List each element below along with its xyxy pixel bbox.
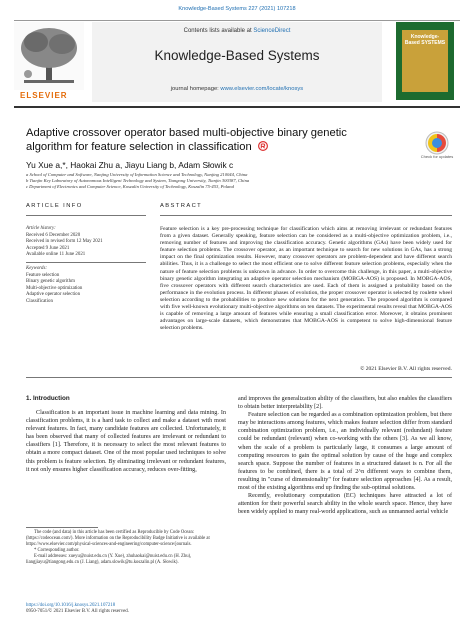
abstract-text: Feature selection is a key pre-processing technique for classification which aims at removing irrelevant or redundant features from a given dataset. Generally speaking, feature selection can be considered as a multi-objective optimization problem, i.e., removing number of features and improving the classification accuracy. Genetic algorithms (GAs) have been widely used for feature selection problems. The crossover operator, as an important technique to search for new solutions in GAs, has a strong impact on the final optimization results. However, many crossover operators are problem-dependent and have different search abilities. Thus, it is a challenge to select the most efficient one to solve different feature selection problems, especially when the nature of feature selection problems is unknown in advance. In order to overcome this challenge, in this paper, a multi-objective binary genetic algorithm integrating an adaptive operator selection mechanism (MOBGA-AOS) is proposed. In MOBGA-AOS, five crossover operators with different search characteristics are used. Each of them is assigned a probability based on the performance in the evolution process. In different phases of evolution, the proper crossover operator is selected by roulette wheel selection according to the probabilities to produce new solutions for the next generation. The proposed algorithm is compared with five well-known evolutionary multi-objective algorithms on ten datasets. The experimental results reveal that MOBGA-AOS is capable of removing a large amount of features while ensuring a small classification error. Moreover, it obtains prominent advantages on large-scale datasets, which demonstrates that MOBGA-AOS is competent to solve high-dimensional feature selection problems. bbox=[160, 226, 452, 332]
keyword-item: Adaptive operator selection bbox=[26, 292, 81, 297]
affiliation-b: b Tianjin Key Laboratory of Autonomous Intelligent Technology and System, Tiangong University, Tianjin 300387, China bbox=[26, 178, 250, 183]
affiliation-c: c Department of Electronics and Computer Science, Koszalin University of Technology, Koszalin 75-453, Poland bbox=[26, 184, 234, 189]
intro-right-column bbox=[238, 395, 452, 516]
intro-paragraph-3: Recently, evolutionary computation (EC) techniques have attracted a lot of attention for their powerful search ability in the whole search space. Hence, they have been widely applied to many real-world applications, such as unmanned aerial vehicle bbox=[238, 493, 452, 516]
intro-paragraph-1: Classification is an important issue in machine learning and data mining. In classification problems, it is a hard task to collect and make a dataset with most relevant features. In fact, many candidate features are collected. Unfortunately, it has been observed that many of collected features are irrelevant or redundant to classifiers [1]. Therefore, it is necessary to select the most relevant features to obtain a more compact dataset. One of the most popular used techniques to solve this problem is feature selection. By eliminating irrelevant or redundant features, it not only ensures higher classification accuracy, reduces over-fitting, bbox=[26, 410, 226, 473]
keywords-rule bbox=[26, 262, 146, 263]
abstract-rule bbox=[160, 215, 452, 216]
journal-reference[interactable]: Knowledge-Based Systems 227 (2021) 107218 bbox=[178, 6, 296, 12]
doi-block bbox=[26, 603, 129, 616]
keyword-item: Feature selection bbox=[26, 272, 60, 278]
crossmark-label[interactable]: Check for updates bbox=[420, 154, 454, 159]
affiliation-a: a School of Computer and Software, Nanjing University of Information Science and Technology, Nanjing 210044, China bbox=[26, 172, 248, 177]
keyword-item: Binary genetic algorithm bbox=[26, 279, 75, 284]
history-label: Article history: bbox=[26, 226, 56, 231]
section-heading-introduction: 1. Introduction bbox=[26, 395, 70, 402]
abstract-copyright: © 2021 Elsevier B.V. All rights reserved. bbox=[360, 366, 452, 372]
history-accepted: Accepted 9 June 2021 bbox=[26, 245, 70, 251]
contents-prefix: Contents lists available at bbox=[183, 28, 254, 34]
history-received: Received 6 December 2020 bbox=[26, 232, 81, 238]
keyword-item: Multi-objective optimization bbox=[26, 285, 83, 291]
article-title bbox=[26, 126, 396, 154]
author-list: Yu Xue a,*, Haokai Zhu a, Jiayu Liang b, Adam Słowik c bbox=[26, 160, 234, 170]
code-ocean-badge-icon[interactable] bbox=[258, 141, 268, 151]
issn-line: 0950-7051/© 2021 Elsevier B.V. All rights reserved. bbox=[26, 609, 129, 615]
keywords-block bbox=[26, 266, 146, 305]
keywords-label: Keywords: bbox=[26, 266, 48, 271]
doi-link[interactable]: https://doi.org/10.1016/j.knosys.2021.107218 bbox=[26, 603, 116, 608]
abstract-heading: ABSTRACT bbox=[160, 203, 203, 209]
keyword-item: Classification bbox=[26, 298, 53, 304]
footnotes bbox=[26, 530, 226, 567]
title-line-2-text: algorithm for feature selection in classification bbox=[26, 141, 252, 153]
intro-paragraph-2: Feature selection can be regarded as a combination optimization problem, but there may be interactions among features, which makes feature selection differ from standard combination optimization problem, i.e., an individually relevant (redundant) feature could be redundant (relevant) when co-working with the others [3]. As we all know, when the scale of a problem is particularly large, it consumes a large amount of computing resources to gain the optimal solution by cause of the huge and complex search space. Suppose the number of features in a structured dataset is n. For all the features to be combined, there is a total of 2^n different ways to combine them, resulting in "curse of dimensionality" for feature selection approaches [4]. As a result, most of the existing algorithms end up finding the sub-optimal solutions. bbox=[238, 412, 452, 492]
footnote-code-ocean: The code (and data) in this article has been certified as Reproducible by Code Ocean: (https://codeocean.com/). More information on the Reproducibility Badge Initiative is available at https://www.elsevier.com/physical-sciences-and-engineering/computer-science/journals. bbox=[26, 530, 210, 548]
title-line-1: Adaptive crossover operator based multi-objective binary genetic bbox=[26, 127, 347, 139]
masthead-frame bbox=[14, 20, 460, 108]
footnote-rule bbox=[26, 527, 98, 528]
sciencedirect-link[interactable]: ScienceDirect bbox=[253, 28, 291, 34]
article-history bbox=[26, 226, 146, 259]
intro-left-column bbox=[26, 409, 226, 474]
journal-name: Knowledge-Based Systems bbox=[154, 48, 320, 63]
article-info-heading: ARTICLE INFO bbox=[26, 203, 83, 209]
footnote-corresponding: * Corresponding author. bbox=[34, 548, 80, 554]
homepage-link[interactable]: www.elsevier.com/locate/knosys bbox=[220, 86, 304, 92]
title-line-2 bbox=[26, 140, 396, 154]
history-revised: Received in revised form 12 May 2021 bbox=[26, 239, 103, 244]
history-online: Available online 11 June 2021 bbox=[26, 252, 86, 257]
elsevier-wordmark: ELSEVIER bbox=[20, 91, 68, 100]
article-info-rule bbox=[26, 215, 146, 216]
journal-cover-title: Knowledge-Based SYSTEMS bbox=[404, 34, 446, 46]
crossmark-icon[interactable] bbox=[424, 130, 450, 156]
abstract-bottom-rule bbox=[26, 377, 452, 378]
footnote-emails: E-mail addresses: xueyu@nuist.edu.cn (Y. Xue), zhuhaokai@nuist.edu.cn (H. Zhu), liangjiayu@tiangong.edu.cn (J. Liang), adam.slowik@tu.koszalin.pl (A. Słowik). bbox=[26, 554, 192, 566]
homepage-prefix: journal homepage: bbox=[170, 86, 221, 92]
intro-paragraph-1-cont: and improves the generalization ability of the classifiers, but also enables the classifiers to obtain better interpretability [2]. bbox=[238, 396, 452, 411]
